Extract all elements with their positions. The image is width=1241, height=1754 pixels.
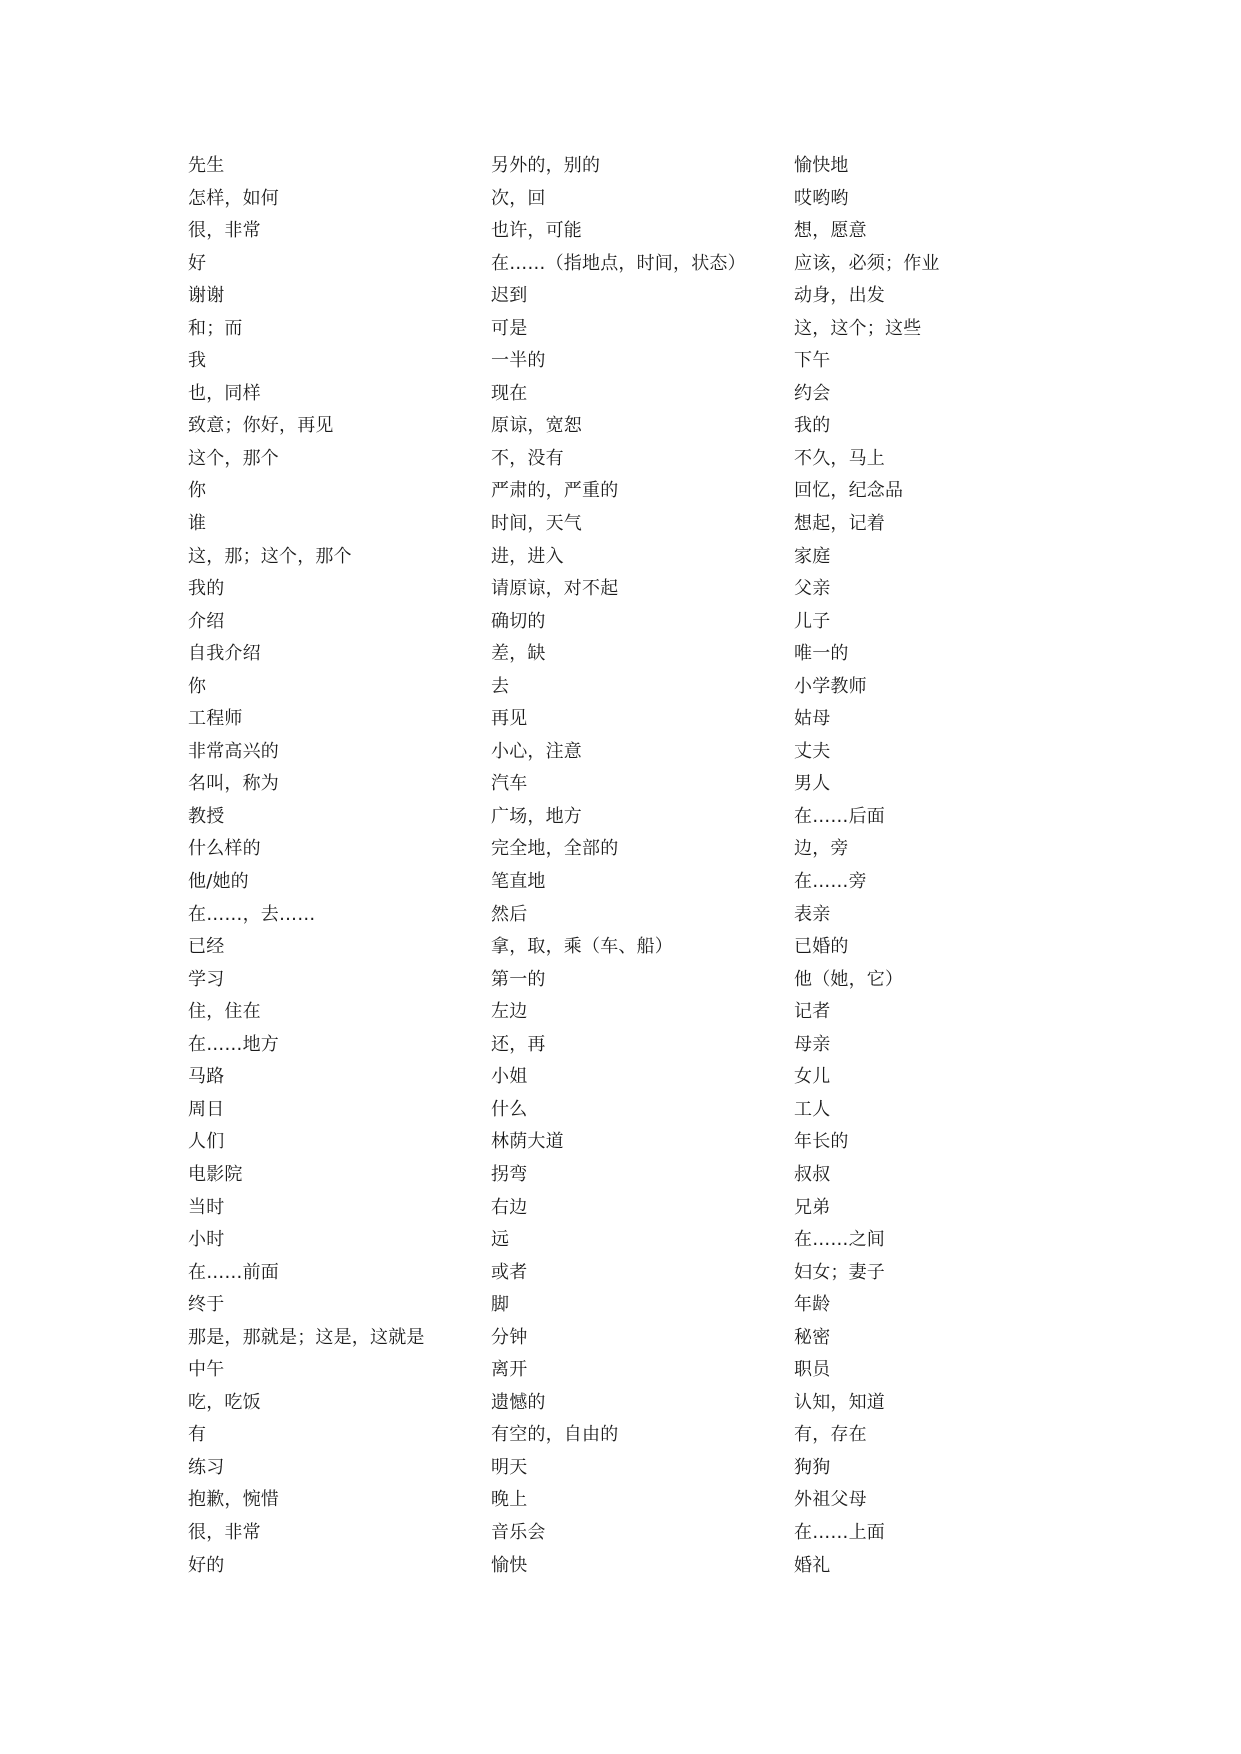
vocabulary-entry: 职员 <box>794 1359 831 1381</box>
vocabulary-entry: 远 <box>491 1229 510 1251</box>
vocabulary-entry: 很，非常 <box>188 220 261 242</box>
vocabulary-entry: 小心，注意 <box>491 740 582 762</box>
vocabulary-entry: 右边 <box>491 1196 528 1218</box>
vocabulary-entry: 我的 <box>188 578 225 600</box>
vocabulary-entry: 不，没有 <box>491 447 564 469</box>
vocabulary-entry: 名叫，称为 <box>188 773 279 795</box>
vocabulary-entry: 一半的 <box>491 350 546 372</box>
vocabulary-entry: 迟到 <box>491 285 528 307</box>
vocabulary-entry: 离开 <box>491 1359 528 1381</box>
vocabulary-entry: 姑母 <box>794 708 831 730</box>
vocabulary-entry: 小时 <box>188 1229 225 1251</box>
vocabulary-entry: 年长的 <box>794 1131 849 1153</box>
vocabulary-entry: 有空的，自由的 <box>491 1424 619 1446</box>
vocabulary-entry: 唯一的 <box>794 643 849 665</box>
vocabulary-entry: 非常高兴的 <box>188 740 279 762</box>
vocabulary-entry: 严肃的，严重的 <box>491 480 619 502</box>
vocabulary-entry: 记者 <box>794 1001 831 1023</box>
vocabulary-entry: 这个，那个 <box>188 447 279 469</box>
vocabulary-entry: 那是，那就是；这是，这就是 <box>188 1326 425 1348</box>
vocabulary-entry: 我的 <box>794 415 831 437</box>
vocabulary-entry: 丈夫 <box>794 740 831 762</box>
vocabulary-entry: 分钟 <box>491 1326 528 1348</box>
vocabulary-entry: 想，愿意 <box>794 220 867 242</box>
vocabulary-entry: 约会 <box>794 382 831 404</box>
vocabulary-entry: 愉快 <box>491 1554 528 1576</box>
vocabulary-entry: 汽车 <box>491 773 528 795</box>
vocabulary-entry: 秘密 <box>794 1326 831 1348</box>
vocabulary-entry: 男人 <box>794 773 831 795</box>
vocabulary-entry: 中午 <box>188 1359 225 1381</box>
vocabulary-entry: 终于 <box>188 1294 225 1316</box>
vocabulary-entry: 年龄 <box>794 1294 831 1316</box>
vocabulary-entry: 当时 <box>188 1196 225 1218</box>
vocabulary-entry: 拿，取，乘（车、船） <box>491 936 673 958</box>
vocabulary-entry: 自我介绍 <box>188 643 261 665</box>
vocabulary-entry: 进，进入 <box>491 545 564 567</box>
vocabulary-entry: 住，住在 <box>188 1001 261 1023</box>
vocabulary-entry: 在……地方 <box>188 1033 279 1055</box>
vocabulary-entry: 时间，天气 <box>491 513 582 535</box>
vocabulary-entry: 第一的 <box>491 968 546 990</box>
vocabulary-entry: 吃，吃饭 <box>188 1391 261 1413</box>
vocabulary-entry: 家庭 <box>794 545 831 567</box>
vocabulary-entry: 音乐会 <box>491 1521 546 1543</box>
vocabulary-entry: 不久，马上 <box>794 447 885 469</box>
vocabulary-entry: 或者 <box>491 1261 528 1283</box>
vocabulary-entry: 愉快地 <box>794 155 849 176</box>
vocabulary-entry: 学习 <box>188 968 225 990</box>
vocabulary-entry: 小学教师 <box>794 675 867 697</box>
vocabulary-entry: 哎哟哟 <box>794 187 849 209</box>
vocabulary-entry: 儿子 <box>794 610 831 632</box>
vocabulary-entry: 下午 <box>794 350 831 372</box>
vocabulary-entry: 也许，可能 <box>491 220 582 242</box>
vocabulary-entry: 另外的，别的 <box>491 155 601 176</box>
vocabulary-entry: 马路 <box>188 1066 225 1088</box>
vocabulary-entry: 练习 <box>188 1456 225 1478</box>
vocabulary-entry: 和；而 <box>188 317 243 339</box>
vocabulary-entry: 次，回 <box>491 187 546 209</box>
vocabulary-entry: 什么 <box>491 1098 528 1120</box>
vocabulary-entry: 狗狗 <box>794 1456 831 1478</box>
vocabulary-entry: 介绍 <box>188 610 225 632</box>
vocabulary-entry: 可是 <box>491 317 528 339</box>
vocabulary-entry: 边，旁 <box>794 838 849 860</box>
vocabulary-entry: 妇女；妻子 <box>794 1261 885 1283</box>
vocabulary-entry: 父亲 <box>794 578 831 600</box>
vocabulary-entry: 先生 <box>188 155 225 176</box>
vocabulary-entry: 在……旁 <box>794 871 867 893</box>
vocabulary-entry: 你 <box>188 675 207 697</box>
vocabulary-entry: 在……后面 <box>794 805 885 827</box>
vocabulary-entry: 电影院 <box>188 1163 243 1185</box>
vocabulary-entry: 外祖父母 <box>794 1489 867 1511</box>
vocabulary-entry: 在……（指地点，时间，状态） <box>491 252 746 274</box>
vocabulary-entry: 确切的 <box>491 610 546 632</box>
vocabulary-entry: 也，同样 <box>188 382 261 404</box>
vocabulary-entry: 拐弯 <box>491 1163 528 1185</box>
vocabulary-entry: 这，这个；这些 <box>794 317 922 339</box>
vocabulary-entry: 在……上面 <box>794 1521 885 1543</box>
vocabulary-entry: 什么样的 <box>188 838 261 860</box>
vocabulary-entry: 笔直地 <box>491 871 546 893</box>
vocabulary-entry: 再见 <box>491 708 528 730</box>
vocabulary-entry: 想起，记着 <box>794 513 885 535</box>
vocabulary-entry: 他（她，它） <box>794 968 904 990</box>
vocabulary-entry: 左边 <box>491 1001 528 1023</box>
vocabulary-entry: 好的 <box>188 1554 225 1576</box>
vocabulary-entry: 婚礼 <box>794 1554 831 1576</box>
vocabulary-column-1 <box>188 150 508 1582</box>
vocabulary-entry: 小姐 <box>491 1066 528 1088</box>
vocabulary-entry: 完全地，全部的 <box>491 838 619 860</box>
vocabulary-entry: 很，非常 <box>188 1521 261 1543</box>
vocabulary-entry: 表亲 <box>794 903 831 925</box>
vocabulary-entry: 在……之间 <box>794 1229 885 1251</box>
vocabulary-entry: 动身，出发 <box>794 285 885 307</box>
vocabulary-entry: 周日 <box>188 1098 225 1120</box>
vocabulary-entry: 怎样，如何 <box>188 187 279 209</box>
vocabulary-entry: 兄弟 <box>794 1196 831 1218</box>
vocabulary-entry: 明天 <box>491 1456 528 1478</box>
vocabulary-entry: 晚上 <box>491 1489 528 1511</box>
vocabulary-entry: 还，再 <box>491 1033 546 1055</box>
vocabulary-entry: 脚 <box>491 1294 510 1316</box>
vocabulary-entry: 已婚的 <box>794 936 849 958</box>
vocabulary-entry: 谢谢 <box>188 285 225 307</box>
vocabulary-entry: 教授 <box>188 805 225 827</box>
vocabulary-entry: 母亲 <box>794 1033 831 1055</box>
vocabulary-entry: 已经 <box>188 936 225 958</box>
vocabulary-entry: 你 <box>188 480 207 502</box>
vocabulary-entry: 原谅，宽恕 <box>491 415 582 437</box>
vocabulary-entry: 去 <box>491 675 510 697</box>
vocabulary-entry: 现在 <box>491 382 528 404</box>
vocabulary-entry: 叔叔 <box>794 1163 831 1185</box>
vocabulary-entry: 认知，知道 <box>794 1391 885 1413</box>
vocabulary-entry: 回忆，纪念品 <box>794 480 904 502</box>
vocabulary-entry: 林荫大道 <box>491 1131 564 1153</box>
vocabulary-entry: 有 <box>188 1424 207 1446</box>
vocabulary-entry: 工人 <box>794 1098 831 1120</box>
vocabulary-entry: 差，缺 <box>491 643 546 665</box>
vocabulary-entry: 人们 <box>188 1131 225 1153</box>
vocabulary-entry: 这，那；这个，那个 <box>188 545 352 567</box>
vocabulary-entry: 抱歉，惋惜 <box>188 1489 279 1511</box>
vocabulary-entry: 他/她的 <box>188 871 249 893</box>
vocabulary-entry: 遗憾的 <box>491 1391 546 1413</box>
vocabulary-entry: 工程师 <box>188 708 243 730</box>
vocabulary-entry: 应该，必须；作业 <box>794 252 940 274</box>
vocabulary-entry: 有，存在 <box>794 1424 867 1446</box>
vocabulary-entry: 请原谅，对不起 <box>491 578 619 600</box>
vocabulary-entry: 在……前面 <box>188 1261 279 1283</box>
vocabulary-column-3 <box>794 150 1114 1582</box>
vocabulary-entry: 女儿 <box>794 1066 831 1088</box>
vocabulary-entry: 我 <box>188 350 207 372</box>
vocabulary-entry: 在……，去…… <box>188 903 316 925</box>
vocabulary-entry: 致意；你好，再见 <box>188 415 334 437</box>
vocabulary-entry: 谁 <box>188 513 207 535</box>
vocabulary-column-2 <box>491 150 811 1582</box>
vocabulary-entry: 广场，地方 <box>491 805 582 827</box>
vocabulary-entry: 好 <box>188 252 207 274</box>
vocabulary-entry: 然后 <box>491 903 528 925</box>
